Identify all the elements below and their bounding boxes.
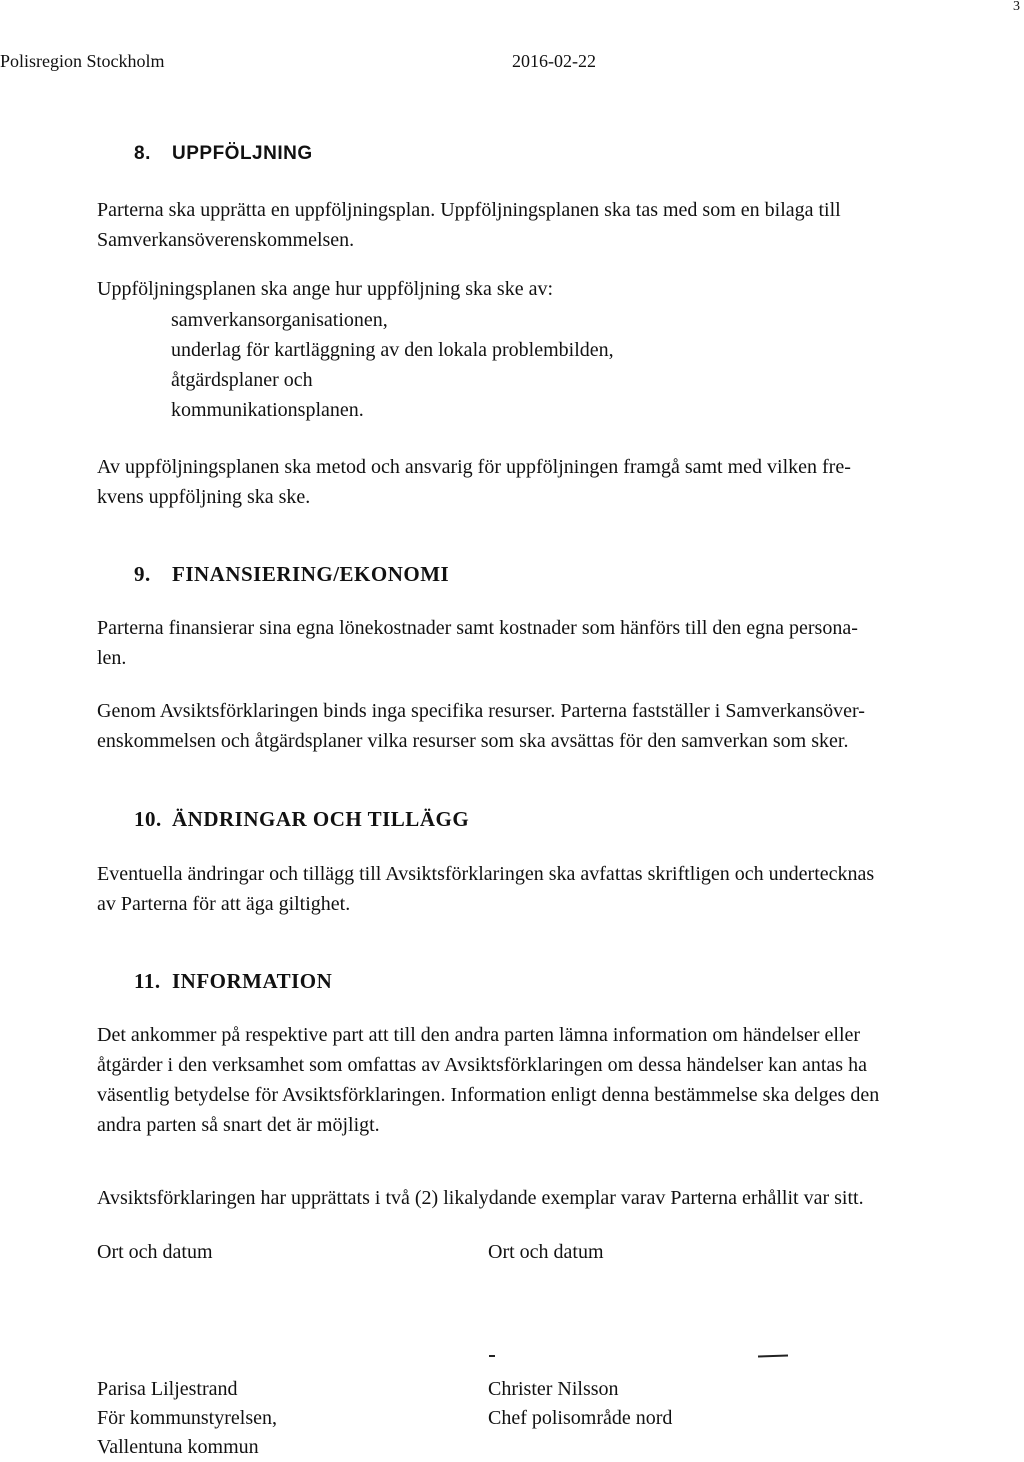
text-line: av Parterna för att äga giltighet. (97, 893, 351, 915)
text-line: andra parten så snart det är möjligt. (97, 1114, 380, 1136)
text-line: kvens uppföljning ska ske. (97, 486, 311, 508)
signatory-name: Christer Nilsson (488, 1378, 619, 1400)
text-line: Det ankommer på respektive part att till den andra parten lämna information om händelser eller (97, 1024, 861, 1046)
section-11-heading (134, 968, 332, 994)
signature-mark (489, 1355, 495, 1357)
list-item: underlag för kartläggning av den lokala problembilden, (171, 339, 614, 361)
section-11-title: INFORMATION (172, 969, 333, 993)
place-date-label: Ort och datum (488, 1241, 604, 1263)
text-line: Genom Avsiktsförklaringen binds inga specifika resurser. Parterna fastställer i Samverkansöver- (97, 700, 865, 722)
place-date-label: Ort och datum (97, 1241, 213, 1263)
text-line: Parterna ska upprätta en uppföljningsplan. Uppföljningsplanen ska tas med som en bilaga till (97, 199, 841, 221)
section-9-number: 9. (134, 562, 151, 586)
text-line: åtgärder i den verksamhet som omfattas av Avsiktsförklaringen om dessa händelser kan antas ha (97, 1054, 867, 1076)
list-item: kommunikationsplanen. (171, 399, 364, 421)
closing-statement (97, 1183, 1009, 1213)
signatory-role: För kommunstyrelsen, (97, 1407, 277, 1429)
text-line: Uppföljningsplanen ska ange hur uppföljning ska ske av: (97, 278, 554, 300)
section-9-paragraph-2 (97, 696, 1009, 756)
section-10-paragraph-1 (97, 859, 1009, 919)
section-9-title: FINANSIERING/EKONOMI (172, 562, 450, 586)
section-9-paragraph-1 (97, 613, 1009, 673)
signature-mark (758, 1354, 788, 1357)
section-11-number: 11. (134, 969, 161, 993)
section-10-heading (134, 806, 469, 832)
section-8-heading (134, 141, 313, 167)
section-9-heading (134, 561, 449, 587)
section-8-list (171, 305, 614, 425)
section-10-title: ÄNDRINGAR OCH TILLÄGG (172, 807, 470, 831)
left-signatory (97, 1375, 277, 1462)
section-10-number: 10. (134, 807, 162, 831)
section-8-number: 8. (134, 143, 151, 164)
text-line: väsentlig betydelse för Avsiktsförklaringen. Information enligt denna bestämmelse ska delges den (97, 1084, 880, 1106)
header-date: 2016-02-22 (512, 51, 596, 71)
list-item: samverkansorganisationen, (171, 309, 388, 331)
signatory-role: Chef polisområde nord (488, 1407, 673, 1429)
header-organization: Polisregion Stockholm (0, 51, 165, 71)
page-number: 3 (1013, 0, 1020, 14)
signatory-name: Parisa Liljestrand (97, 1378, 238, 1400)
text-line: Av uppföljningsplanen ska metod och ansvarig för uppföljningen framgå samt med vilken fre- (97, 456, 851, 478)
list-item: åtgärdsplaner och (171, 369, 313, 391)
right-place-date (488, 1238, 604, 1267)
section-8-paragraph-3 (97, 452, 1009, 512)
text-line: enskommelsen och åtgärdsplaner vilka resurser som ska avsättas för den samverkan som sker. (97, 730, 849, 752)
section-8-title: UPPFÖLJNING (172, 143, 313, 164)
text-line: Avsiktsförklaringen har upprättats i två (2) likalydande exemplar varav Parterna erhållit var sitt. (97, 1187, 864, 1209)
section-8-paragraph-2 (97, 274, 1009, 304)
text-line: Samverkansöverenskommelsen. (97, 229, 355, 251)
left-place-date (97, 1238, 213, 1267)
signatory-organization: Vallentuna kommun (97, 1436, 259, 1458)
right-signatory (488, 1375, 672, 1433)
text-line: Parterna finansierar sina egna lönekostnader samt kostnader som hänförs till den egna persona- (97, 617, 858, 639)
section-8-paragraph-1 (97, 195, 1009, 255)
text-line: Eventuella ändringar och tillägg till Avsiktsförklaringen ska avfattas skriftligen och undertecknas (97, 863, 875, 885)
text-line: len. (97, 647, 127, 669)
section-11-paragraph-1 (97, 1020, 1009, 1140)
